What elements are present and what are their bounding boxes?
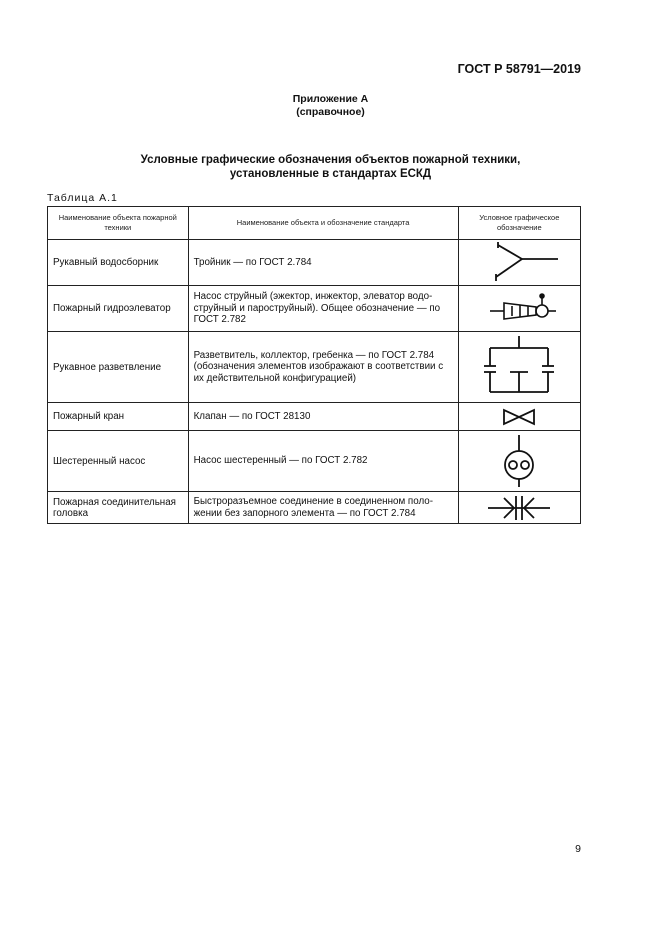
- cell-standard: Насос шестеренный — по ГОСТ 2.782: [188, 431, 458, 492]
- cell-standard: Насос струйный (эжектор, инжектор, элеватор водо-струйный и пароструйный). Общее обозначение — по ГОСТ 2.782: [188, 286, 458, 332]
- cell-object: Рукавное разветвление: [48, 332, 189, 403]
- section-title-line1: Условные графические обозначения объектов пожарной техники,: [140, 154, 521, 166]
- table-row: [48, 492, 581, 524]
- manifold-symbol: [474, 334, 564, 400]
- valve-symbol: [474, 405, 564, 429]
- annex-kind: (справочное): [296, 106, 365, 118]
- cell-object: Пожарный кран: [48, 403, 189, 431]
- cell-standard: Разветвитель, коллектор, гребенка — по ГОСТ 2.784 (обозначения элементов изображают в соответствии с их действительной конфигурацией): [188, 332, 458, 403]
- cell-symbol: [458, 492, 580, 524]
- cell-standard: Тройник — по ГОСТ 2.784: [188, 240, 458, 286]
- standard-number: ГОСТ Р 58791—2019: [457, 62, 581, 76]
- cell-object: Пожарная соединительная головка: [48, 492, 189, 524]
- cell-standard: Быстроразъемное соединение в соединенном поло-жении без запорного элемента — по ГОСТ 2.784: [188, 492, 458, 524]
- annex-heading: [0, 93, 661, 119]
- table-row: [48, 286, 581, 332]
- table-row: [48, 431, 581, 492]
- table-caption: Таблица А.1: [47, 192, 118, 204]
- section-title-line2: установленные в стандартах ЕСКД: [229, 168, 432, 180]
- quick-coupling-symbol: [474, 493, 564, 523]
- cell-object: Шестеренный насос: [48, 431, 189, 492]
- symbols-table: [47, 206, 581, 524]
- table-row: [48, 403, 581, 431]
- cell-symbol: [458, 240, 580, 286]
- table-row: [48, 240, 581, 286]
- header-standard: Наименование объекта и обозначение стандарта: [188, 207, 458, 240]
- cell-object: Рукавный водосборник: [48, 240, 189, 286]
- cell-symbol: [458, 403, 580, 431]
- gear-pump-symbol: [474, 433, 564, 489]
- page-number: 9: [575, 843, 581, 855]
- cell-standard: Клапан — по ГОСТ 28130: [188, 403, 458, 431]
- cell-symbol: [458, 332, 580, 403]
- table-row: [48, 332, 581, 403]
- cell-object: Пожарный гидроэлеватор: [48, 286, 189, 332]
- table-header-row: [48, 207, 581, 240]
- header-object: Наименование объекта пожарной техники: [48, 207, 189, 240]
- cell-symbol: [458, 286, 580, 332]
- jet-pump-symbol: [474, 289, 564, 329]
- annex-title: Приложение А: [292, 93, 369, 105]
- header-symbol: Условное графическое обозначение: [458, 207, 580, 240]
- cell-symbol: [458, 431, 580, 492]
- tee-symbol: [474, 241, 564, 285]
- section-title: [0, 153, 661, 181]
